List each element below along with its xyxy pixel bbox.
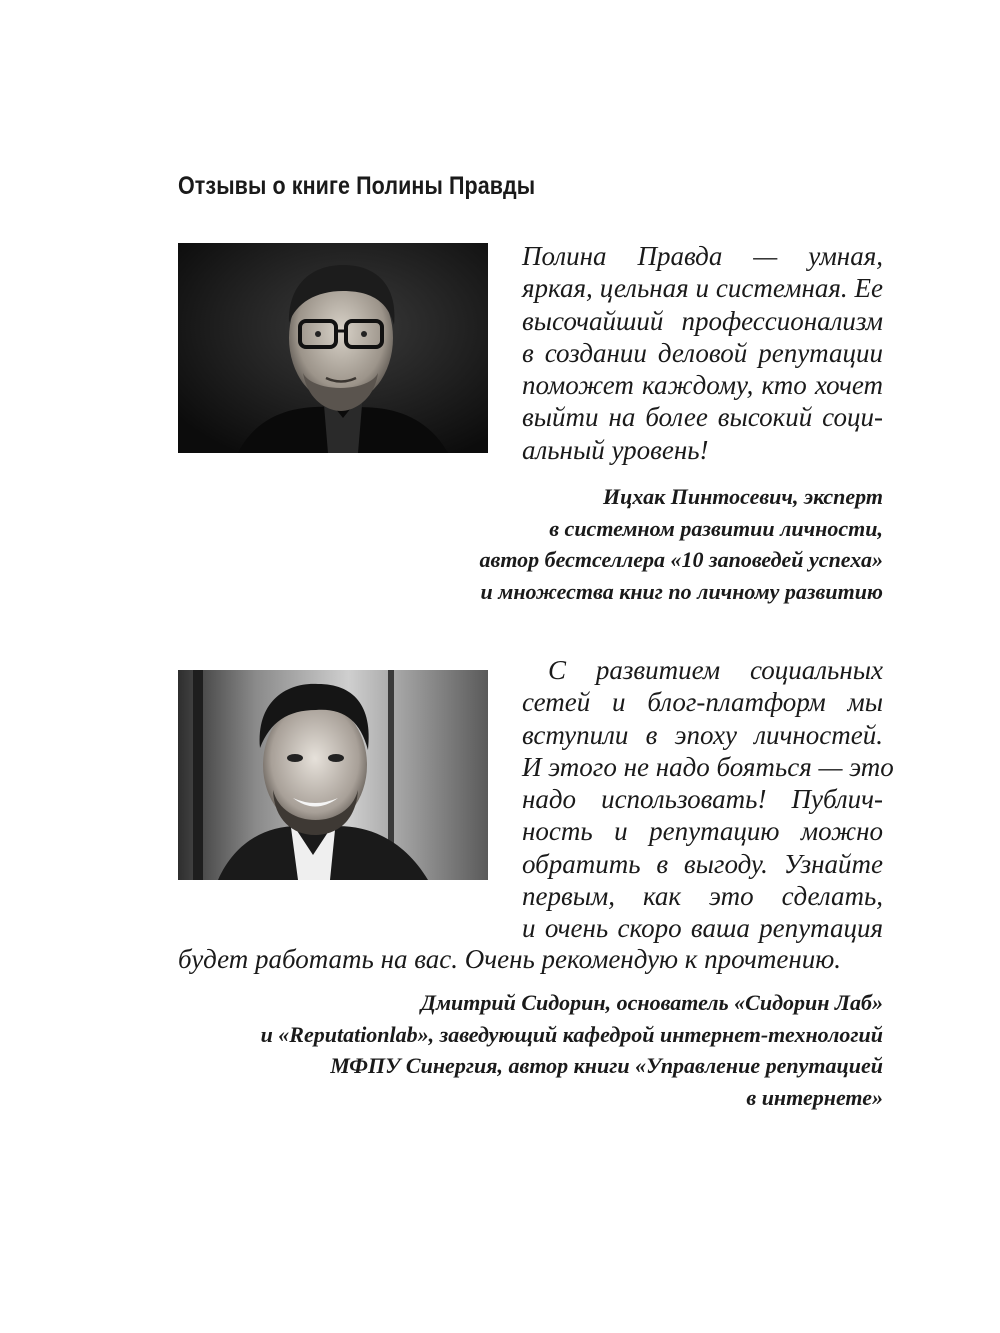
reviewer-2-photo	[178, 670, 488, 880]
attribution-line: Ицхак Пинтосевич, эксперт	[603, 484, 883, 509]
attribution-line: в интернете»	[746, 1084, 883, 1110]
attribution-line: МФПУ Синергия, автор книги «Управление репутацией	[330, 1053, 883, 1079]
review-1-attribution	[480, 481, 883, 607]
quote-line: С развитием социальных	[548, 655, 883, 685]
review-2-quote	[522, 654, 894, 945]
attribution-line: Дмитрий Сидорин, основатель «Сидорин Лаб»	[420, 990, 883, 1015]
quote-line: И этого не надо бояться — это	[522, 751, 894, 782]
quote-line: вступили в эпоху личностей.	[522, 719, 883, 750]
attribution-line: в системном развитии личности,	[549, 515, 883, 541]
review-1-quote	[522, 240, 883, 466]
quote-line: поможет каждому, кто хочет	[522, 370, 883, 401]
quote-line: альный уровень!	[522, 434, 709, 465]
quote-line: выйти на более высокий соци-	[522, 402, 883, 433]
quote-line: сетей и блог-платформ мы	[522, 687, 883, 718]
review-2-quote-last-line	[178, 943, 883, 975]
quote-line: будет работать на вас. Очень рекомендую к прочтению.	[178, 944, 842, 974]
reviewer-1-photo	[178, 243, 488, 453]
quote-line: Полина Правда — умная,	[522, 241, 883, 271]
quote-line: ность и репутацию можно	[522, 816, 883, 847]
quote-line: первым, как это сделать,	[522, 881, 883, 912]
attribution-line: и «Reputationlab», заведующий кафедрой интернет-технологий	[260, 1021, 883, 1047]
quote-line: высочайший профессионализм	[522, 305, 883, 336]
portrait-man-smiling-icon	[178, 670, 488, 880]
attribution-line: автор бестселлера «10 заповедей успеха»	[479, 547, 883, 573]
attribution-line: и множества книг по личному развитию	[480, 578, 883, 604]
page-heading: Отзывы о книге Полины Правды	[178, 172, 536, 200]
portrait-man-glasses-icon	[178, 243, 488, 453]
quote-line: яркая, цельная и системная. Ее	[522, 273, 883, 304]
quote-line: обратить в выгоду. Узнайте	[522, 848, 883, 879]
quote-line: и очень скоро ваша репутация	[522, 913, 883, 944]
quote-line: в создании деловой репутации	[522, 337, 883, 368]
review-2-attribution	[261, 987, 883, 1113]
quote-line: надо использовать! Публич-	[522, 784, 883, 815]
